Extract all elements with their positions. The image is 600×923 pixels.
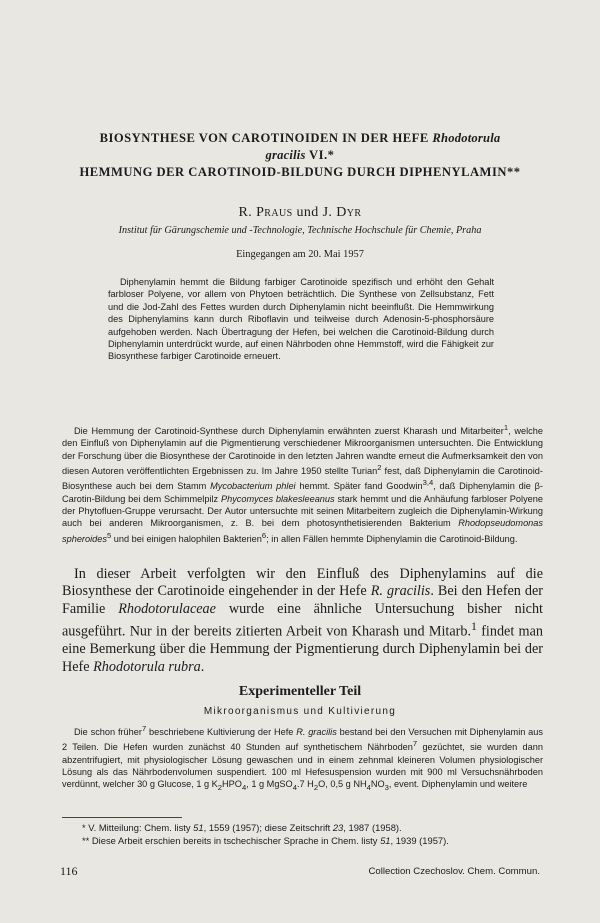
article-title xyxy=(60,130,540,181)
section-heading: Experimenteller Teil xyxy=(238,684,362,699)
authors xyxy=(0,205,600,221)
author-conjunction: und xyxy=(296,205,319,220)
author-1-initial: R. xyxy=(238,205,253,220)
reference-mark: 5 xyxy=(106,530,112,540)
species-name: Rhodopseudomonas spheroides xyxy=(62,518,543,544)
journal-name: Collection Czechoslov. Chem. Commun. xyxy=(368,866,540,877)
reference-mark: 7 xyxy=(141,724,147,733)
title-line-2 xyxy=(60,147,540,164)
species-name: Phycomyces blakesleeanus xyxy=(220,493,335,504)
title-genus: Rhodotorula xyxy=(432,131,501,145)
aim-paragraph: In dieser Arbeit verfolgten wir den Einfluß des Diphenylamins auf die Biosynthese der Carotinoide eingehender in der Hefe R. gracilis. Bei den Hefen der Familie Rhodotorulaceae wurde eine ähnliche Untersuchung bisher nicht ausgeführt. Nur in der bereits zitierten Arbeit von Kharash und Mitarb.$^1$ findet man eine Bemerkung über die Hemmung der Pigmentierung durch Diphenylamin bei der Hefe Rhodotorula rubra. xyxy=(62,566,543,675)
footnote-divider xyxy=(62,817,182,818)
author-2-surname: Dyr xyxy=(336,205,362,220)
species-name: R. gracilis xyxy=(296,727,337,738)
title-line-3: HEMMUNG DER CAROTINOID-BILDUNG DURCH DIPHENYLAMIN** xyxy=(79,165,521,179)
footnotes xyxy=(62,822,543,848)
affiliation: Institut für Gärungschemie und -Technologie, Technische Hochschule für Chemie, Praha xyxy=(118,225,482,236)
author-1-surname: Praus xyxy=(256,205,293,220)
title-part-number: VI.* xyxy=(309,148,335,162)
received-date: Eingegangen am 20. Mai 1957 xyxy=(236,249,364,260)
reference-mark: 1 xyxy=(471,619,477,634)
species-name: Rhodotorula rubra xyxy=(93,658,201,675)
reference-mark: 6 xyxy=(261,530,267,540)
title-text-1: BIOSYNTHESE VON CAROTINOIDEN IN DER HEFE xyxy=(99,131,429,145)
species-name: Mycobacterium phlei xyxy=(210,481,296,492)
subsection-heading: Mikroorganismus und Kultivierung xyxy=(203,706,397,717)
reference-mark: 1 xyxy=(503,423,509,432)
footnote-1: * V. Mitteilung: Chem. listy 51, 1559 (1957); diese Zeitschrift 23, 1987 (1958). xyxy=(82,822,402,833)
title-species: gracilis xyxy=(265,148,306,162)
experimental-paragraph: Die schon früher$^7$ beschriebene Kultivierung der Hefe R. gracilis bestand bei den Versuchen mit Diphenylamin aus 2 Teilen. Die Hefen wurden zunächst 40 Stunden auf synthetischem Nährboden$^7$ gezüchtet, sie wurden dann abzentrifugiert, mit physiologischer Lösung gewaschen und in einem zehnmal kleineren Volumen physiologischer Lösung als das Nährbodenvolumen suspendiert. 100 ml Hefesuspension wurden mit 900 ml Versuchsnährboden verdünnt, welcher 30 g Glucose, 1 g $K_2HPO_4$, 1 g MgSO$_4$.7 $H_2O$, 0,5 g $NH_4NO_3$, event. Diphenylamin und weitere xyxy=(62,724,543,792)
reference-mark: 2 xyxy=(377,462,382,472)
page-number: 116 xyxy=(60,864,78,878)
reference-mark: 7 xyxy=(412,739,418,749)
author-2-initial: J. xyxy=(322,205,333,220)
footnote-2: ** Diese Arbeit erschien bereits in tschechischer Sprache in Chem. listy 51, 1939 (1957). xyxy=(82,834,449,846)
title-line-1 xyxy=(60,130,540,147)
species-name: R. gracilis xyxy=(370,583,431,600)
reference-mark: 3,4 xyxy=(422,478,434,488)
family-name: Rhodotorulaceae xyxy=(118,600,216,617)
intro-paragraph: Die Hemmung der Carotinoid-Synthese durch Diphenylamin erwähnten zuerst Kharash und Mitarbeiter$^1$, welche den Einfluß von Diphenylamin auf die Pigmentierung verschiedener Mikroorganismen untersuchten. Die Entwicklung der Forschung über die Biosynthese der Carotinoide in den letzten Jahren wandte erneut die Aufmerksamkeit den von diesen Autoren veröffentlichten Ergebnissen zu. Im Jahre 1950 stellte Turian$^2$ fest, daß Diphenylamin die Carotinoid-Biosynthese auch bei dem Stamm Mycobacterium phlei hemmt. Später fand Goodwin$^{3,4}$, daß Diphenylamin die β-Carotin-Bildung bei dem Schimmelpilz Phycomyces blakesleeanus stark hemmt und die Anhäufung farbloser Polyene der Phytofluen-Gruppe verursacht. Der Autor untersuchte mit seinen Mitarbeitern zugleich die Diphenylamin-Wirkung auch bei anderen Mikroorganismen, z. B. bei dem photosynthetisierenden Bakterium Rhodopseudomonas spheroides$^5$ und bei einigen halophilen Bakterien$^6$; in allen Fällen hemmte Diphenylamin die Carotinoid-Bildung. xyxy=(62,423,543,544)
abstract: Diphenylamin hemmt die Bildung farbiger Carotinoide spezifisch und erhöht den Gehalt farbloser Polyene, vor allem von Phytoen beträchtlich. Die Synthese von Zellsubstanz, Fett und die Jod-Zahl des Fettes wurden durch Diphenylamin nicht beeinflußt. Die Hemmwirkung des Diphenylamins kann durch Riboflavin und teilweise durch Adenosin-5-phosphorsäure aufgehoben werden. Nach Übertragung der Hefen, bei welchen die Carotinoid-Bildung durch Diphenylamin unterdrückt wurde, auf einen Nährboden ohne Hemmstoff, wird die Fähigkeit zur Biosynthese farbiger Carotinoide erneuert. xyxy=(108,277,494,362)
